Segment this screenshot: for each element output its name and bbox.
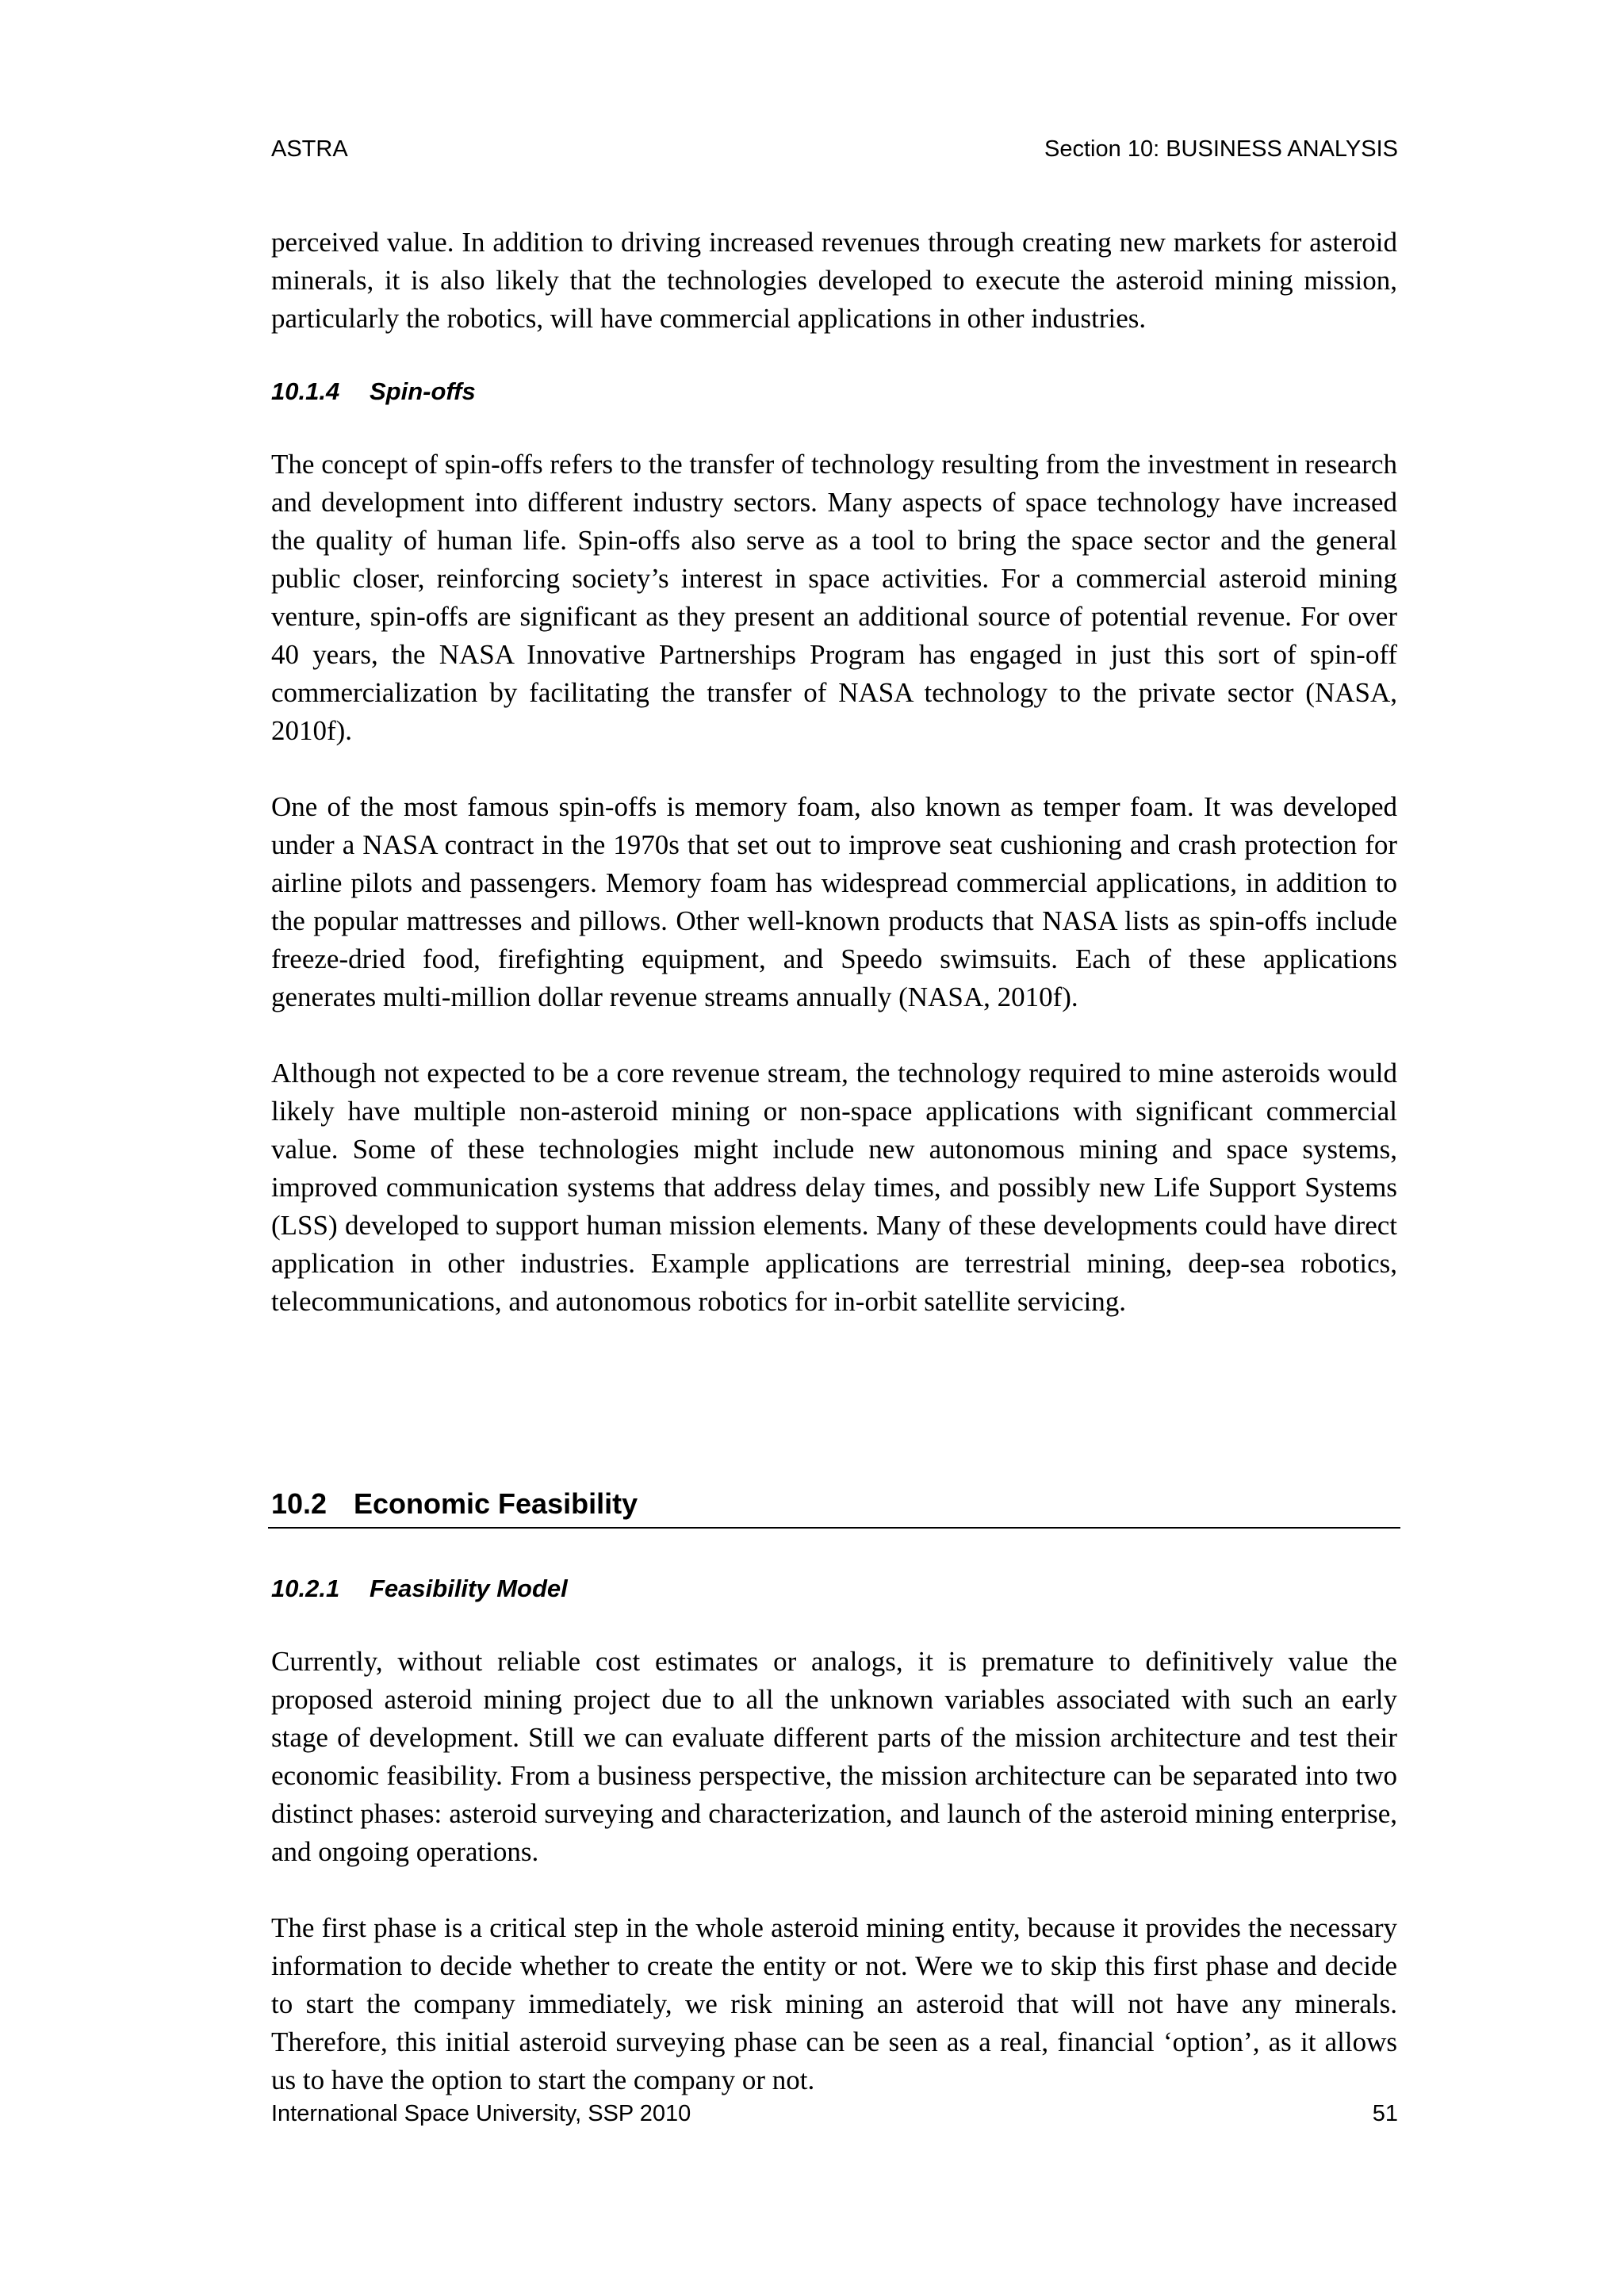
header-title: ASTRA: [271, 136, 348, 162]
paragraph: The first phase is a critical step in the whole asteroid mining entity, because it provides the necessary information to decide whether to create the entity or not. Were we to skip this first phase and decide to start the company immediately, we risk mining an asteroid that will not have any minerals. Therefore, this initial asteroid surveying phase can be seen as a real, financial ‘option’, as it allows us to have the option to start the company or not.: [271, 1912, 1397, 2095]
section-number: 10.2: [271, 1487, 327, 1520]
subsection-number: 10.2.1: [271, 1575, 340, 1602]
continued-paragraph: perceived value. In addition to driving increased revenues through creating new markets for asteroid minerals, it is also likely that the technologies developed to execute the asteroid mining mission, particularly the robotics, will have commercial applications in other industries.: [271, 227, 1397, 334]
paragraph: Although not expected to be a core revenue stream, the technology required to mine asteroids would likely have multiple non-asteroid mining or non-space applications with significant commercial value. Some of these technologies might include new autonomous mining and space systems, improved communication systems that address delay times, and possibly new Life Support Systems (LSS) developed to support human mission elements. Many of these developments could have direct application in other industries. Example applications are terrestrial mining, deep-sea robotics, telecommunications, and autonomous robotics for in-orbit satellite servicing.: [271, 1058, 1397, 1317]
paragraph: Currently, without reliable cost estimates or analogs, it is premature to definitively value the proposed asteroid mining project due to all the unknown variables associated with such an early stage of development. Still we can evaluate different parts of the mission architecture and test their economic feasibility. From a business perspective, the mission architecture can be separated into two distinct phases: asteroid surveying and characterization, and launch of the asteroid mining enterprise, and ongoing operations.: [271, 1646, 1397, 1867]
section-title: Economic Feasibility: [354, 1487, 638, 1520]
page-number: 51: [1372, 2101, 1398, 2126]
subsection-heading-feasibility-model: [271, 1573, 1397, 1605]
footer-institution: International Space University, SSP 2010: [271, 2101, 691, 2126]
paragraph: One of the most famous spin-offs is memory foam, also known as temper foam. It was developed under a NASA contract in the 1970s that set out to improve seat cushioning and crash protection for airline pilots and passengers. Memory foam has widespread commercial applications, in addition to the popular mattresses and pillows. Other well-known products that NASA lists as spin-offs include freeze-dried food, firefighting equipment, and Speedo swimsuits. Each of these applications generates multi-million dollar revenue streams annually (NASA, 2010f).: [271, 791, 1397, 1012]
section-heading: [268, 1486, 1400, 1529]
section-heading-economic-feasibility: [268, 1486, 1400, 1529]
subsection-title: Feasibility Model: [370, 1575, 568, 1602]
main-content-2: [271, 1573, 1397, 2137]
subsection-heading-spin-offs: [271, 376, 1397, 408]
header-section: Section 10: BUSINESS ANALYSIS: [1044, 136, 1398, 162]
paragraph: The concept of spin-offs refers to the transfer of technology resulting from the investment in research and development into different industry sectors. Many aspects of space technology have increased the quality of human life. Spin-offs also serve as a tool to bring the space sector and the general public closer, reinforcing society’s interest in space activities. For a commercial asteroid mining venture, spin-offs are significant as they present an additional source of potential revenue. For over 40 years, the NASA Innovative Partnerships Program has engaged in just this sort of spin-off commercialization by facilitating the transfer of NASA technology to the private sector (NASA, 2010f).: [271, 449, 1397, 746]
subsection-title: Spin-offs: [370, 377, 476, 405]
main-content: [271, 224, 1397, 1359]
subsection-number: 10.1.4: [271, 377, 340, 405]
